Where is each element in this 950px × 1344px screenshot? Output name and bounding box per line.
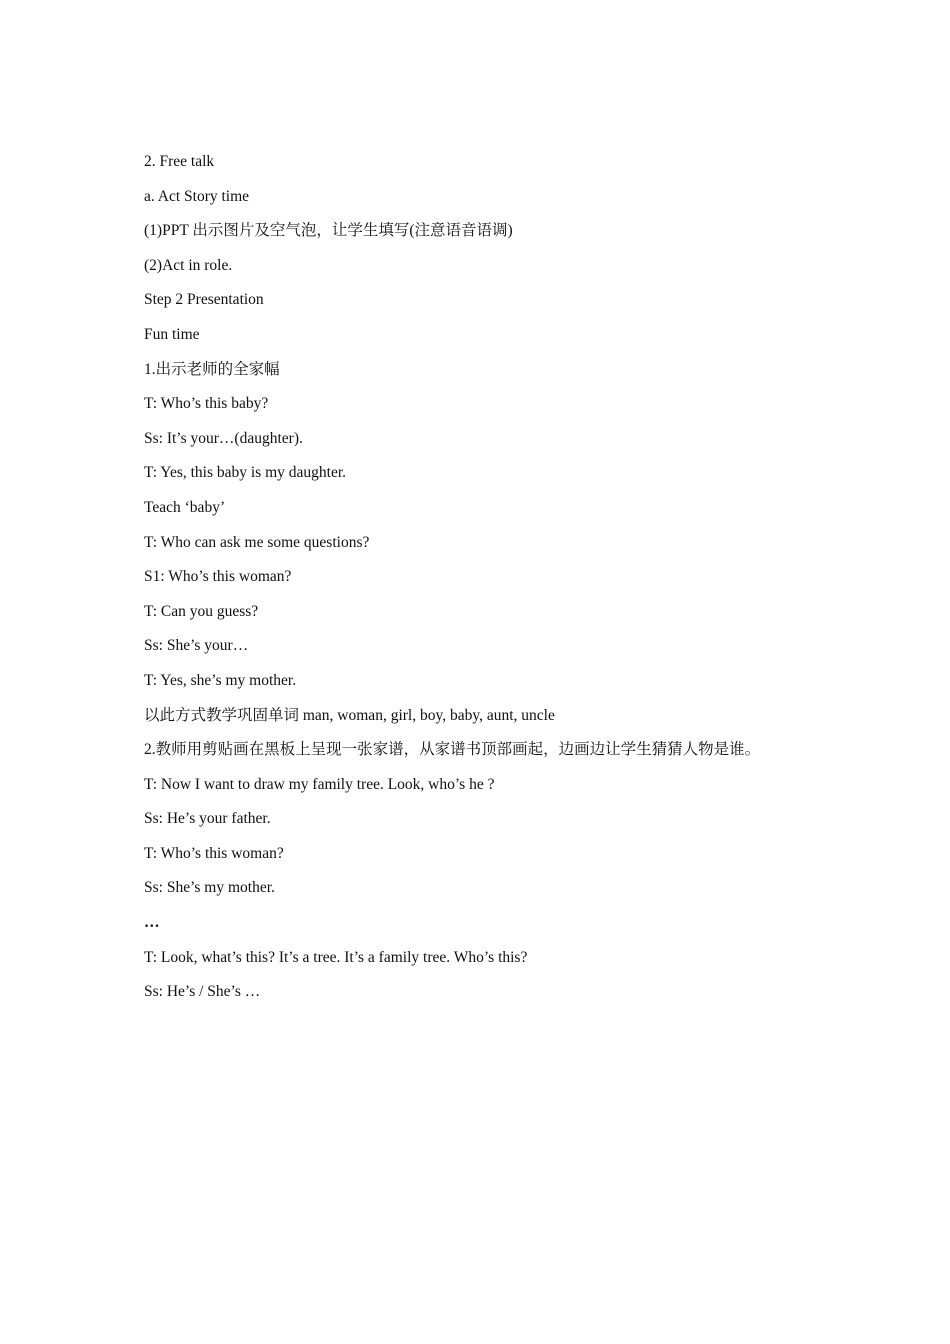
dialogue-line: Ss: She’s my mother. (144, 879, 275, 897)
dialogue-line: T: Can you guess? (144, 602, 259, 620)
instruction-act-in-role: (2)Act in role. (144, 256, 233, 274)
vocabulary-note: 以此方式教学巩固单词 man, woman, girl, boy, baby, aunt, uncle (144, 706, 555, 724)
ellipsis: … (144, 914, 160, 932)
section-heading-fun-time: Fun time (144, 325, 200, 343)
instruction-family-photo: 1.出示老师的全家幅 (144, 360, 280, 378)
instruction-family-tree: 2.教师用剪贴画在黑板上呈现一张家谱，从家谱书顶部画起，边画边让学生猜猜人物是谁。 (144, 741, 761, 759)
dialogue-line: T: Who’s this woman? (144, 844, 284, 862)
instruction-ppt: (1)PPT 出示图片及空气泡，让学生填写(注意语音语调) (144, 222, 513, 240)
dialogue-line: Ss: He’s your father. (144, 810, 271, 828)
dialogue-line: T: Who can ask me some questions? (144, 533, 370, 551)
dialogue-line: S1: Who’s this woman? (144, 568, 292, 586)
section-heading-free-talk: 2. Free talk (144, 153, 215, 170)
dialogue-line: Ss: She’s your… (144, 637, 249, 655)
teach-note: Teach ‘baby’ (144, 498, 226, 516)
dialogue-line: T: Yes, this baby is my daughter. (144, 464, 347, 482)
dialogue-line: T: Now I want to draw my family tree. Look, who’s he ? (144, 775, 495, 793)
dialogue-line: Ss: It’s your…(daughter). (144, 429, 303, 447)
subsection-act-story-time: a. Act Story time (144, 187, 250, 205)
dialogue-line: T: Look, what’s this? It’s a tree. It’s a family tree. Who’s this? (144, 948, 528, 966)
step-heading-presentation: Step 2 Presentation (144, 291, 264, 309)
lesson-plan-body (144, 151, 864, 1016)
dialogue-line: T: Who’s this baby? (144, 395, 269, 413)
dialogue-line: Ss: He’s / She’s … (144, 983, 261, 1001)
dialogue-line: T: Yes, she’s my mother. (144, 671, 297, 689)
